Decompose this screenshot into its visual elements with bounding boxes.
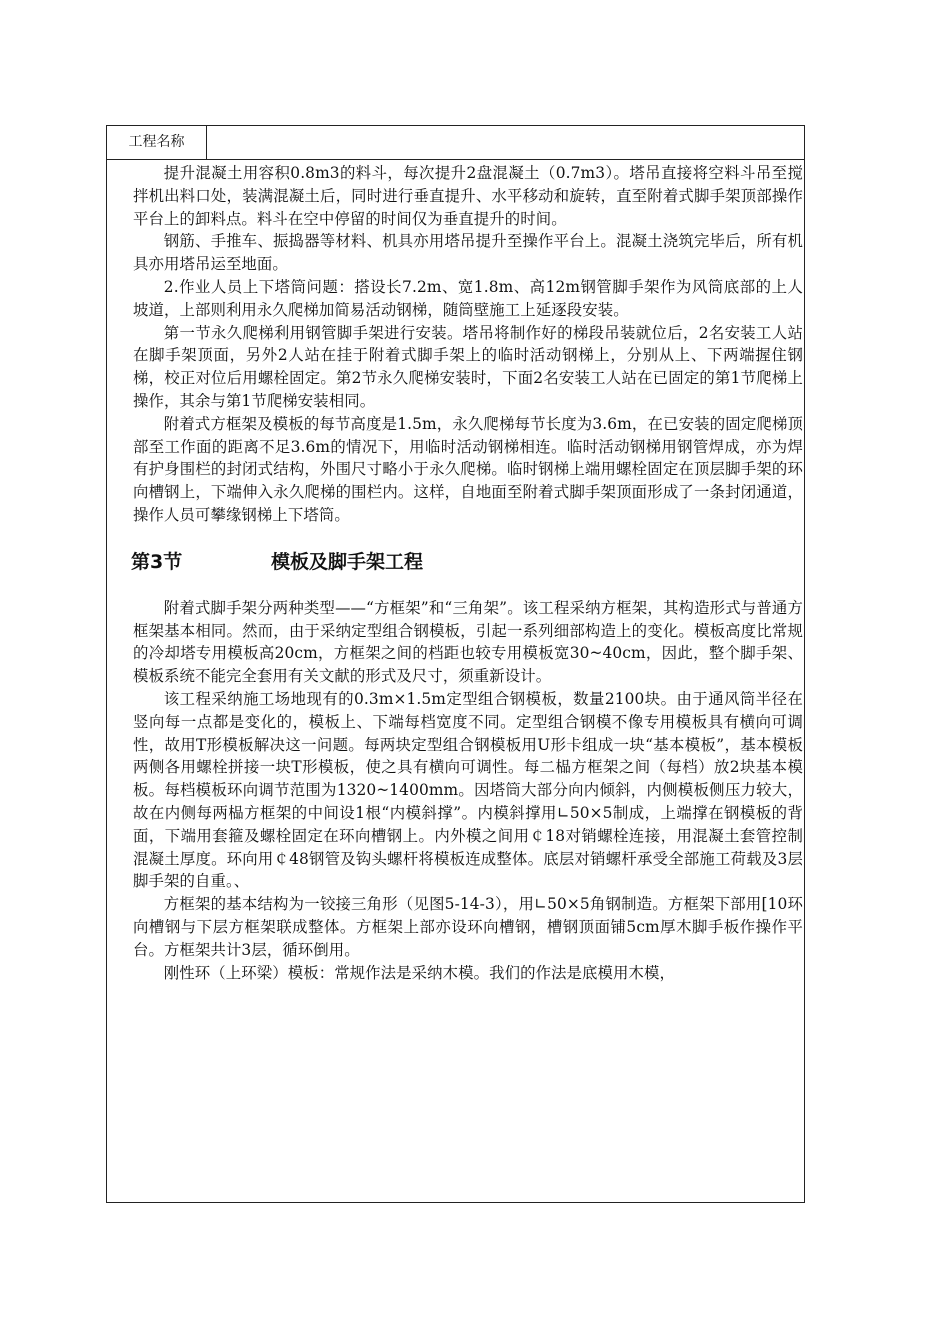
project-name-label: 工程名称 (107, 126, 207, 159)
section-number: 第3节 (131, 550, 183, 573)
header-row (107, 126, 804, 160)
paragraph: 方框架的基本结构为一铰接三角形（见图5-14-3），用∟50×5角钢制造。方框架下部用[10环向槽钢与下层方框架联成整体。方框架上部亦设环向槽钢，槽钢顶面铺5cm厚木脚手板作操作平台。方框架共计3层，循环倒用。 (133, 895, 803, 959)
paragraph: 提升混凝土用容积0.8m3的料斗，每次提升2盘混凝土（0.7m3）。塔吊直接将空料斗吊至搅拌机出料口处，装满混凝土后，同时进行垂直提升、水平移动和旋转，直至附着式脚手架顶部操作平台上的卸料点。料斗在空中停留的时间仅为垂直提升的时间。 (133, 164, 803, 228)
section-title: 模板及脚手架工程 (271, 550, 424, 573)
paragraph: 刚性环（上环梁）模板：常规作法是采纳木模。我们的作法是底模用木模， (163, 963, 675, 982)
content-cell (133, 162, 803, 984)
paragraph: 附着式脚手架分两种类型——“方框架”和“三角架”。该工程采纳方框架，其构造形式与普通方框架基本相同。然而，由于采纳定型组合钢模板，引起一系列细部构造上的变化。模板高度比常规的冷却塔专用模板高20cm，方框架之间的档距也较专用模板宽30~40cm，因此，整个脚手架、模板系统不能完全套用有关文献的形式及尺寸，须重新设计。 (133, 598, 803, 686)
paragraph: 附着式方框架及模板的每节高度是1.5m，永久爬梯每节长度为3.6m，在已安装的固定爬梯顶部至工作面的距离不足3.6m的情况下，用临时活动钢梯相连。临时活动钢梯用钢管焊成，亦为焊有护身围栏的封闭式结构，外围尺寸略小于永久爬梯。临时钢梯上端用螺栓固定在顶层脚手架的环向槽钢上，下端伸入永久爬梯的围栏内。这样，自地面至附着式脚手架顶面形成了一条封闭通道，操作人员可攀缘钢梯上下塔筒。 (133, 414, 803, 524)
paragraph: 2.作业人员上下塔筒问题：搭设长7.2m、宽1.8m、高12m钢管脚手架作为风筒底部的上人坡道，上部则利用永久爬梯加简易活动钢梯，随筒壁施工上延逐段安装。 (133, 277, 803, 319)
section-heading (131, 549, 803, 575)
document-table (106, 125, 805, 1203)
paragraph: 钢筋、手推车、振捣器等材料、机具亦用塔吊提升至操作平台上。混凝土浇筑完毕后，所有机具亦用塔吊运至地面。 (133, 232, 803, 274)
paragraph: 该工程采纳施工场地现有的0.3m×1.5m定型组合钢模板，数量2100块。由于通风筒半径在竖向每一点都是变化的，模板上、下端每档宽度不同。定型组合钢模不像专用模板具有横向可调性，故用T形模板解决这一问题。每两块定型组合钢模板用U形卡组成一块“基本模板”，基本模板两侧各用螺栓拼接一块T形模板，使之具有横向可调性。每二榀方框架之间（每档）放2块基本模板。每档模板环向调节范围为1320~1400mm。因塔筒大部分向内倾斜，内侧模板侧压力较大，故在内侧每两榀方框架的中间设1根“内模斜撑”。内模斜撑用∟50×5制成，上端撑在钢模板的背面，下端用套箍及螺栓固定在环向槽钢上。内外模之间用￠18对销螺栓连接，用混凝土套管控制混凝土厚度。环向用￠48钢管及钩头螺杆将模板连成整体。底层对销螺杆承受全部施工荷载及3层脚手架的自重。、 (133, 689, 803, 891)
paragraph: 第一节永久爬梯利用钢管脚手架进行安装。塔吊将制作好的梯段吊装就位后，2名安装工人站在脚手架顶面，另外2人站在挂于附着式脚手架上的临时活动钢梯上，分别从上、下两端握住钢梯，校正对位后用螺栓固定。第2节永久爬梯安装时，下面2名安装工人站在已固定的第1节爬梯上操作，其余与第1节爬梯安装相同。 (133, 323, 803, 410)
